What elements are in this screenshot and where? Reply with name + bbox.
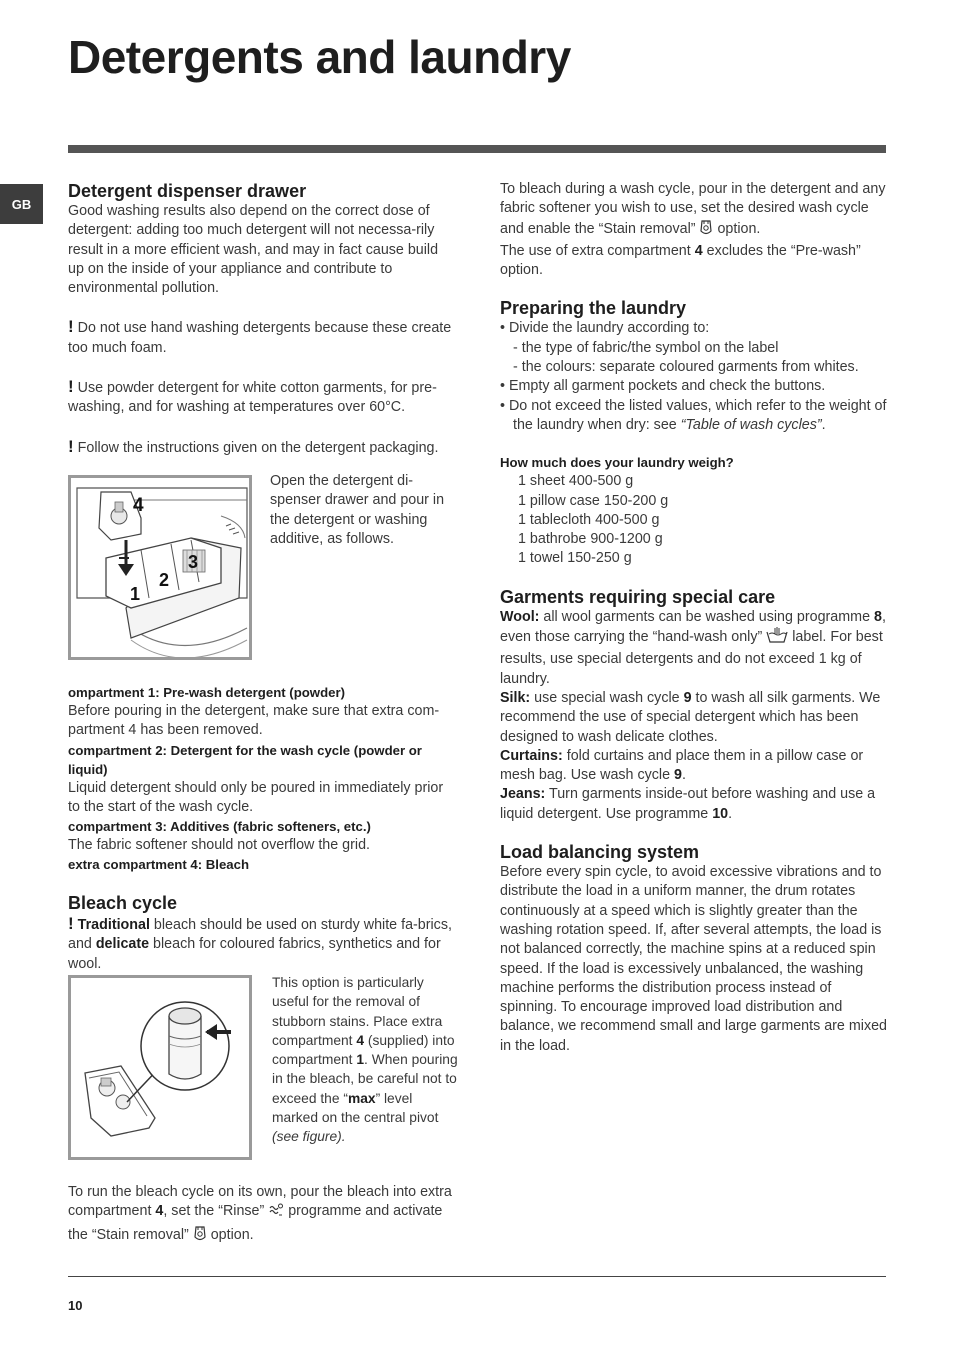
special-silk: Silk: use special wash cycle 9 to wash all silk garments. We recommend the use of special detergent which has been designed to wash delicate clothes. <box>500 689 881 745</box>
compartment-1-heading: ompartment 1: Pre-wash detergent (powder) <box>68 685 345 700</box>
preparing-sub-fabric: - the type of fabric/the symbol on the label <box>513 339 779 356</box>
weigh-item: 1 sheet 400-500 g <box>518 473 634 490</box>
balancing-heading: Load balancing system <box>500 842 700 863</box>
page-title: Detergents and laundry <box>68 31 571 83</box>
weigh-item: 1 bathrobe 900-1200 g <box>518 531 663 548</box>
hand-wash-icon <box>766 627 788 650</box>
compartments-list <box>68 683 456 874</box>
warning-packaging: ! Follow the instructions given on the detergent packaging. <box>68 436 439 456</box>
warning-powder: ! Use powder detergent for white cotton garments, for pre-washing, and for washing at temperatures over 60°C. <box>68 377 437 416</box>
warning-icon: ! <box>68 436 74 456</box>
warning-foam: ! Do not use hand washing detergents because these create too much foam. <box>68 317 452 356</box>
special-jeans: Jeans: Turn garments inside-out before washing and use a liquid detergent. Use programme 10. <box>500 786 876 822</box>
weigh-heading: How much does your laundry weigh? <box>500 455 734 471</box>
preparing-bullet-weight: • Do not exceed the listed values, which refer to the weight of the laundry when dry: see “Table of wash cycles”. <box>500 397 887 433</box>
compartment-1-text: Before pouring in the detergent, make sure that extra com-partment 4 has been removed. <box>68 703 440 739</box>
figure-label-1: 1 <box>130 584 141 604</box>
dispenser-figure-caption: Open the detergent di-spenser drawer and pour in the detergent or washing additive, as follows. <box>270 473 445 547</box>
balancing-text: Before every spin cycle, to avoid excessive vibrations and to distribute the load in a uniform manner, the drum rotates continuously at a speed which is slightly greater than the washing rotation speed. If, after several attempts, the load is not balanced correctly, the machine spins at a reduced spin speed. If the load is excessively unbalanced, the washing machine performs the distribution process instead of spinning. To encourage improved load distribution and balance, we recommend small and large garments are mixed in the load. <box>500 864 887 1054</box>
figure-label-4: 4 <box>133 495 144 516</box>
dispenser-heading: Detergent dispenser drawer <box>68 181 307 201</box>
bleach-compartment-figure <box>68 975 252 1160</box>
extra-compartment-note: The use of extra compartment 4 excludes the “Pre-wash” option. <box>500 242 861 279</box>
bleach-figure-caption: This option is particularly useful for the removal of stubborn stains. Place extra compartment 4 (supplied) into compartment 1. When pouring in the bleach, be careful not to exceed the “max” level marked on the central pivot (see figure). <box>272 975 458 1145</box>
figure-label-3: 3 <box>188 552 199 572</box>
rinse-icon <box>268 1202 284 1224</box>
dispenser-section <box>68 180 456 458</box>
compartment-3-text: The fabric softener should not overflow the grid. <box>68 837 370 854</box>
bleach-warning: ! Traditional bleach should be used on sturdy white fa-brics, and delicate bleach for coloured fabrics, synthetics and for wool. <box>68 914 452 972</box>
weigh-item: 1 towel 150-250 g <box>518 550 632 567</box>
compartment-2-text: Liquid detergent should only be poured in immediately prior to the start of the wash cycle. <box>68 779 444 815</box>
compartment-2-heading: compartment 2: Detergent for the wash cycle (powder or liquid) <box>68 742 422 777</box>
warning-icon: ! <box>68 377 74 397</box>
preparing-sub-colours: - the colours: separate coloured garments from whites. <box>513 359 859 376</box>
footer-rule <box>68 1276 886 1277</box>
preparing-bullet-divide: • Divide the laundry according to: <box>500 320 710 337</box>
compartment-3-heading: compartment 3: Additives (fabric softeners, etc.) <box>68 819 371 835</box>
stain-removal-icon <box>193 1225 207 1248</box>
dispenser-drawer-figure <box>68 475 252 660</box>
warning-icon: ! <box>68 317 74 337</box>
bleach-section <box>68 892 456 974</box>
stain-removal-icon <box>699 219 713 242</box>
dispenser-intro: Good washing results also depend on the correct dose of detergent: adding too much detergent will not necessa-rily result in a more efficient wash, and may in fact cause build up on the inside of your appliance and contribute to environmental pollution. <box>68 203 439 297</box>
bleach-during-cycle: To bleach during a wash cycle, pour in the detergent and any fabric softener you wish to use, set the desired wash cycle and enable the “Stain removal” option. <box>500 180 888 242</box>
title-rule <box>68 145 886 153</box>
special-care-heading: Garments requiring special care <box>500 586 776 607</box>
warning-icon: ! <box>68 914 74 933</box>
special-curtains: Curtains: fold curtains and place them in a pillow case or mesh bag. Use wash cycle 9. <box>500 747 864 784</box>
language-tab: GB <box>0 184 43 224</box>
special-wool: Wool: all wool garments can be washed using programme 8, even those carrying the “hand-wash only” label. For best results, use special detergents and do not exceed 1 kg of laundry. <box>500 608 886 687</box>
bleach-run-alone: To run the bleach cycle on its own, pour the bleach into extra compartment 4, set the “Rinse” programme and activate the “Stain removal” option. <box>68 1183 456 1248</box>
bleach-heading: Bleach cycle <box>68 893 178 913</box>
preparing-bullet-pockets: • Empty all garment pockets and check the buttons. <box>500 378 826 395</box>
weigh-item: 1 pillow case 150-200 g <box>518 492 669 509</box>
compartment-4-heading: extra compartment 4: Bleach <box>68 857 250 873</box>
preparing-heading: Preparing the laundry <box>500 298 687 319</box>
right-column <box>500 180 888 1056</box>
page-number: 10 <box>68 1298 83 1313</box>
figure-label-2: 2 <box>159 570 170 590</box>
weigh-item: 1 tablecloth 400-500 g <box>518 511 660 528</box>
